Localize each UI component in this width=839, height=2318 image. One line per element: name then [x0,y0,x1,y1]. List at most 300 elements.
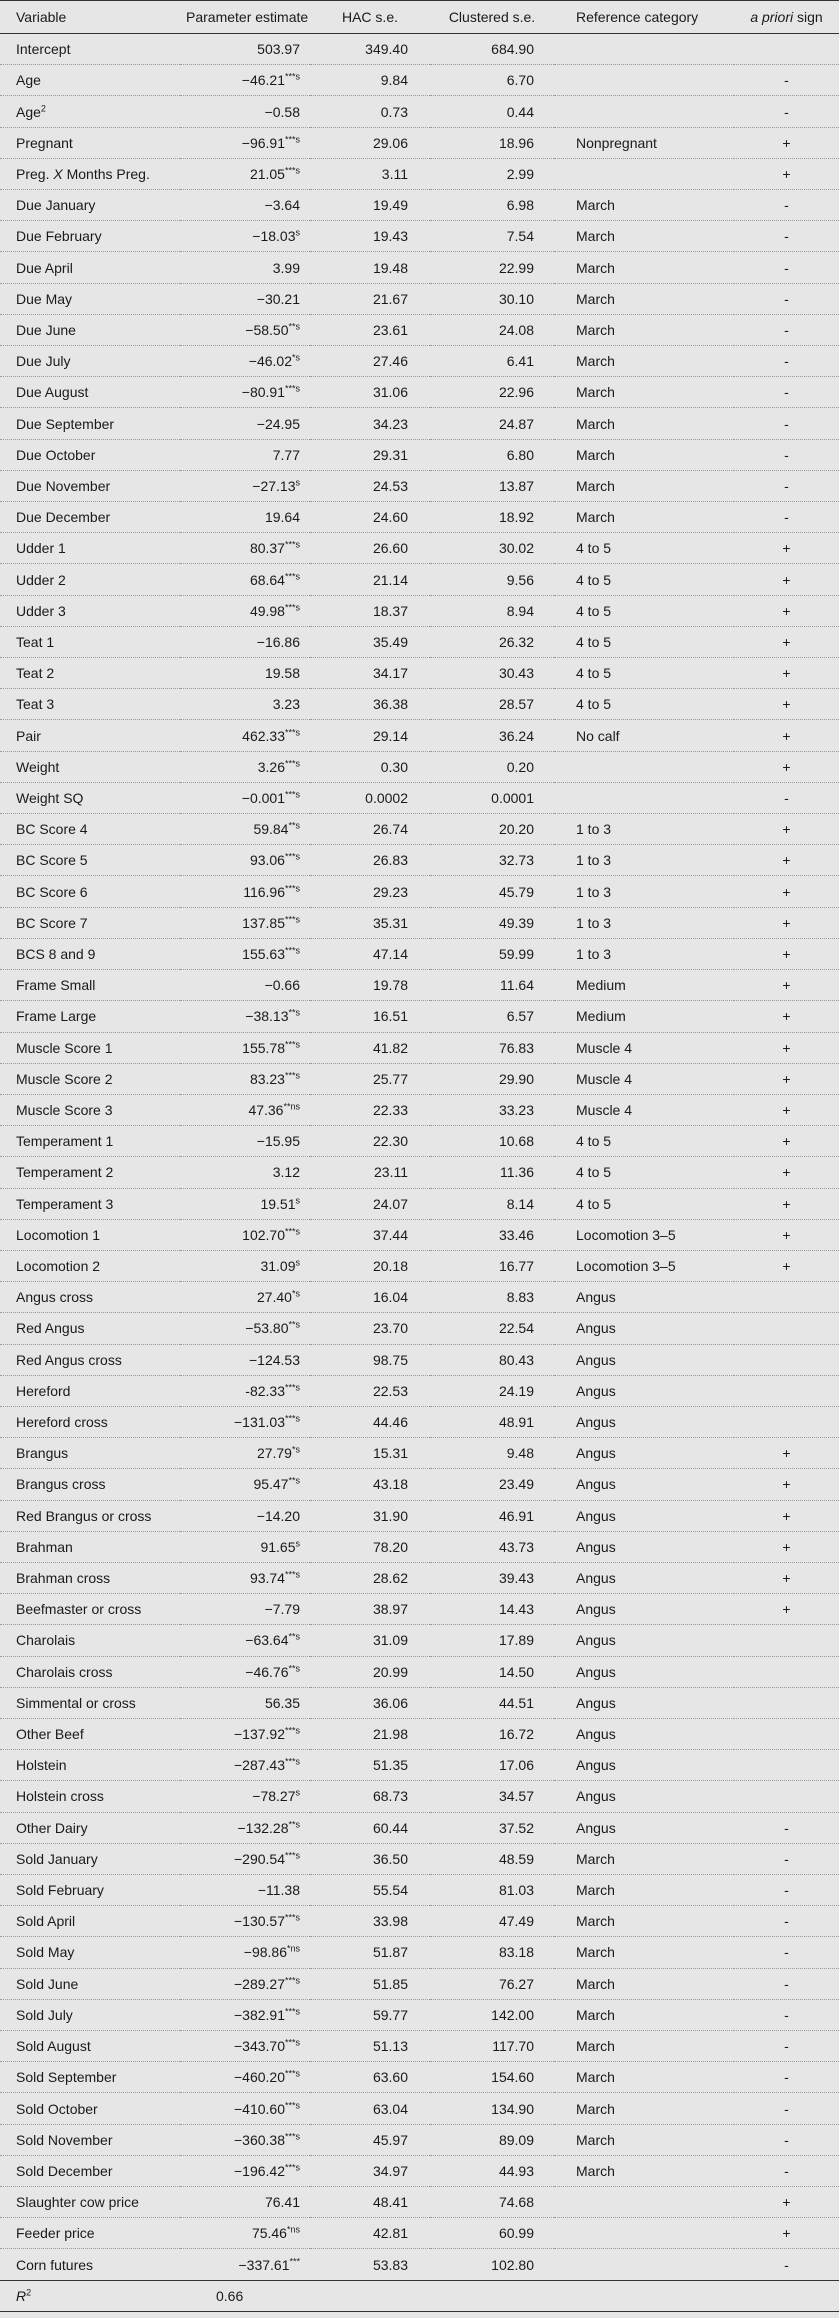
cell-clustered-se: 6.98 [430,190,554,221]
cell-a-priori-sign: + [734,2218,839,2249]
cell-estimate [180,1687,310,1718]
cell-estimate [180,221,310,252]
cell-hac-se: 24.07 [310,1188,430,1219]
cell-variable-text: Simmental or cross [16,1694,136,1711]
cell-clustered-se: 37.52 [430,1812,554,1843]
cell-estimate-significance: ***s [284,945,300,956]
cell-variable [0,1906,180,1937]
cell-a-priori-sign: - [734,439,839,470]
cell-estimate-value: 19.64 [264,509,300,526]
cell-hac-se: 47.14 [310,938,430,969]
empty-cell [734,2280,839,2311]
cell-variable-text: Other Beef [16,1726,84,1743]
cell-estimate-significance: ***s [284,1975,300,1986]
cell-variable [0,1438,180,1469]
cell-variable-text: Holstein cross [16,1788,104,1805]
cell-a-priori-sign [734,1625,839,1656]
cell-estimate-significance: ***s [284,71,300,82]
cell-variable-text: Teat 1 [16,633,55,650]
cell-variable-text: BC Score 7 [16,914,88,931]
empty-cell [554,2280,734,2311]
cell-estimate-value: 56.35 [264,1694,300,1711]
cell-hac-se: 16.04 [310,1282,430,1313]
cell-hac-se: 36.50 [310,1843,430,1874]
cell-estimate [180,1812,310,1843]
cell-hac-se: 0.0002 [310,782,430,813]
cell-reference-category: Angus [554,1750,734,1781]
cell-hac-se: 59.77 [310,1999,430,2030]
cell-hac-se: 78.20 [310,1531,430,1562]
cell-reference-category: March [554,314,734,345]
cell-estimate-value: 47.36 [248,1102,284,1118]
cell-estimate-significance: **s [288,1475,300,1486]
table-row [0,96,839,127]
cell-estimate-significance: *s [291,352,300,363]
cell-estimate-value: −0.001 [241,789,285,806]
cell-estimate [180,970,310,1001]
cell-variable-text: Due December [16,509,111,526]
cell-a-priori-sign: - [734,782,839,813]
cell-estimate-value: 503.97 [257,41,300,58]
cell-a-priori-sign [734,1406,839,1437]
table-row [0,1188,839,1219]
cell-variable-part: Preg. [16,165,54,182]
cell-variable [0,502,180,533]
cell-clustered-se: 47.49 [430,1906,554,1937]
cell-a-priori-sign: + [734,1126,839,1157]
cell-reference-category: Angus [554,1282,734,1313]
cell-variable-text: Hereford cross [16,1414,108,1431]
table-row [0,1126,839,1157]
cell-estimate [180,1063,310,1094]
cell-estimate-value: 137.85 [242,914,285,931]
cell-clustered-se: 6.41 [430,346,554,377]
cell-estimate [180,845,310,876]
cell-variable [0,34,180,65]
cell-a-priori-sign: - [734,283,839,314]
cell-a-priori-sign [734,1375,839,1406]
cell-reference-category: Angus [554,1375,734,1406]
cell-estimate-value: −382.91 [233,2006,285,2023]
cell-estimate-significance: ***s [284,2131,300,2142]
cell-a-priori-sign: + [734,1531,839,1562]
table-row [0,1718,839,1749]
cell-hac-se: 24.60 [310,502,430,533]
cell-estimate-value: -82.33 [245,1382,285,1399]
cell-clustered-se: 11.64 [430,970,554,1001]
cell-estimate-significance: ***s [284,1382,300,1393]
cell-estimate-value: 19.58 [264,665,300,682]
cell-hac-se: 26.74 [310,814,430,845]
cell-variable [0,1562,180,1593]
cell-reference-category: March [554,1999,734,2030]
cell-clustered-se: 10.68 [430,1126,554,1157]
cell-variable-part: Months Preg. [62,165,150,182]
cell-estimate [180,1500,310,1531]
cell-clustered-se: 22.54 [430,1313,554,1344]
cell-clustered-se: 59.99 [430,938,554,969]
table-row [0,314,839,345]
table-row [0,2155,839,2186]
cell-variable-text: Charolais [16,1632,76,1649]
cell-estimate-value: −24.95 [256,415,300,432]
cell-estimate-value: −58.50 [245,321,289,338]
cell-a-priori-sign: + [734,564,839,595]
cell-variable [0,1625,180,1656]
cell-reference-category [554,2249,734,2280]
cell-a-priori-sign: + [734,876,839,907]
cell-estimate-value: 21.05 [249,165,285,182]
cell-estimate [180,1157,310,1188]
cell-hac-se: 37.44 [310,1219,430,1250]
cell-estimate-significance: ***s [284,1569,300,1580]
cell-variable-text: Due January [16,197,96,214]
cell-estimate [180,564,310,595]
cell-a-priori-sign: - [734,1812,839,1843]
cell-hac-se: 21.98 [310,1718,430,1749]
cell-reference-category: March [554,2062,734,2093]
cell-estimate-significance: **s [288,1007,300,1018]
cell-variable [0,938,180,969]
cell-hac-se: 27.46 [310,346,430,377]
cell-reference-category: March [554,470,734,501]
table-row [0,1999,839,2030]
cell-a-priori-sign: + [734,970,839,1001]
cell-a-priori-sign: + [734,2187,839,2218]
cell-estimate-value: −16.86 [256,633,300,650]
cell-hac-se: 0.30 [310,751,430,782]
cell-estimate [180,502,310,533]
table-row [0,1781,839,1812]
cell-variable-text: Udder 1 [16,540,66,557]
cell-variable [0,970,180,1001]
cell-clustered-se: 76.27 [430,1968,554,1999]
cell-clustered-se: 23.49 [430,1469,554,1500]
cell-estimate-significance: **s [288,1319,300,1330]
cell-estimate-significance: *s [291,1444,300,1455]
cell-reference-category: 4 to 5 [554,1188,734,1219]
cell-clustered-se: 142.00 [430,1999,554,2030]
table-row [0,1531,839,1562]
cell-reference-category: Locomotion 3–5 [554,1219,734,1250]
cell-estimate [180,814,310,845]
cell-variable-text: Teat 2 [16,665,55,682]
cell-reference-category: Angus [554,1562,734,1593]
cell-hac-se: 3.11 [310,158,430,189]
cell-estimate [180,1968,310,1999]
cell-estimate-value: 27.40 [256,1289,292,1306]
cell-variable [0,1999,180,2030]
cell-variable [0,377,180,408]
cell-a-priori-sign: - [734,346,839,377]
cell-a-priori-sign [734,1750,839,1781]
cell-estimate [180,876,310,907]
cell-a-priori-sign: + [734,1250,839,1281]
cell-variable-text: Intercept [16,41,71,58]
cell-hac-se: 31.90 [310,1500,430,1531]
cell-a-priori-sign: + [734,845,839,876]
cell-reference-category: Muscle 4 [554,1032,734,1063]
cell-estimate-value: −30.21 [256,290,300,307]
table-row [0,1562,839,1593]
table-row [0,34,839,65]
cell-estimate-significance: ***s [284,1226,300,1237]
table-row [0,2031,839,2062]
table-row [0,1157,839,1188]
cell-estimate-value: −0.58 [264,103,300,120]
table-row [0,751,839,782]
cell-reference-category: 4 to 5 [554,1126,734,1157]
r-squared-label [0,2280,180,2311]
table-row [0,2218,839,2249]
table-row [0,720,839,751]
cell-hac-se: 29.14 [310,720,430,751]
cell-a-priori-sign: - [734,377,839,408]
cell-clustered-se: 18.92 [430,502,554,533]
cell-clustered-se: 17.89 [430,1625,554,1656]
cell-estimate [180,314,310,345]
cell-variable [0,2093,180,2124]
cell-hac-se: 63.04 [310,2093,430,2124]
cell-estimate-value: 27.79 [256,1445,292,1462]
cell-estimate-value: −27.13 [252,477,296,494]
header-variable: Variable [0,1,180,34]
cell-variable [0,2187,180,2218]
cell-variable [0,1157,180,1188]
cell-variable [0,845,180,876]
cell-clustered-se: 8.94 [430,595,554,626]
cell-clustered-se: 48.59 [430,1843,554,1874]
cell-estimate-significance: **s [288,1819,300,1830]
cell-estimate [180,689,310,720]
table-row [0,1656,839,1687]
cell-variable-text: Due September [16,415,115,432]
cell-estimate [180,1375,310,1406]
cell-variable [0,626,180,657]
cell-estimate-value: 80.37 [249,540,285,557]
cell-a-priori-sign: - [734,1999,839,2030]
cell-estimate-value: −131.03 [233,1414,285,1431]
cell-estimate-significance: s [295,1538,300,1549]
cell-hac-se: 9.84 [310,65,430,96]
cell-clustered-se: 89.09 [430,2124,554,2155]
cell-reference-category: March [554,346,734,377]
cell-variable-text: Sold May [16,1944,75,1961]
cell-variable-text: Red Angus cross [16,1351,122,1368]
cell-variable [0,65,180,96]
cell-reference-category: Angus [554,1531,734,1562]
cell-variable-text: Teat 3 [16,696,55,713]
table-row [0,876,839,907]
table-row [0,377,839,408]
cell-reference-category: Angus [554,1625,734,1656]
cell-clustered-se: 32.73 [430,845,554,876]
cell-variable-text: Sold August [16,2038,91,2055]
cell-variable [0,1344,180,1375]
table-row [0,845,839,876]
cell-estimate-significance: **s [288,820,300,831]
cell-estimate [180,346,310,377]
cell-variable-text: Locomotion 1 [16,1226,101,1243]
table-row [0,1968,839,1999]
cell-estimate-significance: s [295,1194,300,1205]
cell-clustered-se: 45.79 [430,876,554,907]
cell-hac-se: 16.51 [310,1001,430,1032]
table-row [0,782,839,813]
cell-clustered-se: 18.96 [430,127,554,158]
cell-variable-text: Frame Small [16,977,96,994]
cell-clustered-se: 0.20 [430,751,554,782]
r-squared-label-superscript: 2 [26,2287,32,2298]
cell-reference-category: March [554,2124,734,2155]
cell-hac-se: 0.73 [310,96,430,127]
cell-variable [0,1531,180,1562]
cell-estimate [180,1906,310,1937]
cell-variable-superscript: 2 [40,102,46,113]
cell-variable-text: Red Brangus or cross [16,1507,152,1524]
cell-variable [0,127,180,158]
table-row [0,439,839,470]
cell-reference-category: March [554,1874,734,1905]
table-row [0,221,839,252]
cell-variable [0,689,180,720]
cell-variable [0,876,180,907]
cell-a-priori-sign: - [734,1968,839,1999]
cell-reference-category: Angus [554,1656,734,1687]
cell-clustered-se: 81.03 [430,1874,554,1905]
cell-a-priori-sign: + [734,595,839,626]
table-row [0,408,839,439]
cell-estimate-value: −137.92 [233,1726,285,1743]
cell-estimate-value: −196.42 [233,2162,285,2179]
cell-hac-se: 25.77 [310,1063,430,1094]
cell-variable [0,2218,180,2249]
cell-estimate-value: 3.26 [257,758,285,775]
cell-estimate-value: −124.53 [249,1351,300,1368]
cell-a-priori-sign: - [734,221,839,252]
cell-estimate-value: −46.02 [248,353,292,370]
cell-variable-text: Other Dairy [16,1819,88,1836]
cell-a-priori-sign: - [734,502,839,533]
cell-estimate-value: −3.64 [264,197,300,214]
cell-reference-category: Angus [554,1313,734,1344]
cell-estimate-value: 49.98 [249,602,285,619]
cell-clustered-se: 8.14 [430,1188,554,1219]
cell-variable-text: Slaughter cow price [16,2194,139,2211]
cell-variable [0,751,180,782]
cell-estimate-significance: *ns [286,1943,300,1954]
cell-estimate [180,283,310,314]
cell-hac-se: 20.99 [310,1656,430,1687]
cell-variable [0,814,180,845]
cell-variable [0,1843,180,1874]
cell-hac-se: 19.49 [310,190,430,221]
cell-variable-text: Due June [16,321,76,338]
cell-clustered-se: 60.99 [430,2218,554,2249]
cell-estimate-significance: ***s [284,1413,300,1424]
table-row [0,689,839,720]
cell-clustered-se: 30.10 [430,283,554,314]
cell-estimate [180,1313,310,1344]
cell-a-priori-sign: - [734,65,839,96]
cell-clustered-se: 0.0001 [430,782,554,813]
cell-hac-se: 21.67 [310,283,430,314]
cell-clustered-se: 684.90 [430,34,554,65]
cell-estimate [180,1282,310,1313]
cell-clustered-se: 8.83 [430,1282,554,1313]
cell-estimate-value: −38.13 [245,1008,289,1025]
cell-a-priori-sign: + [734,1188,839,1219]
cell-reference-category [554,65,734,96]
cell-clustered-se: 36.24 [430,720,554,751]
cell-reference-category: March [554,408,734,439]
table-row [0,1063,839,1094]
header-a-priori-sign [734,1,839,34]
cell-a-priori-sign: - [734,470,839,501]
cell-clustered-se: 76.83 [430,1032,554,1063]
table-row [0,1750,839,1781]
cell-clustered-se: 134.90 [430,2093,554,2124]
cell-clustered-se: 9.48 [430,1438,554,1469]
cell-a-priori-sign [734,34,839,65]
cell-estimate-significance: *** [289,2255,300,2266]
cell-variable [0,283,180,314]
cell-reference-category [554,751,734,782]
table-row [0,2187,839,2218]
cell-estimate-value: −80.91 [241,384,285,401]
cell-a-priori-sign: - [734,1937,839,1968]
cell-variable [0,720,180,751]
cell-estimate-value: 75.46 [251,2225,287,2242]
cell-reference-category: Angus [554,1812,734,1843]
cell-a-priori-sign [734,1687,839,1718]
cell-variable [0,2249,180,2280]
r-squared-row [0,2280,839,2311]
cell-a-priori-sign: + [734,1094,839,1125]
cell-hac-se: 29.23 [310,876,430,907]
cell-estimate-value: −11.38 [257,1882,300,1899]
cell-clustered-se: 44.93 [430,2155,554,2186]
cell-estimate-significance: **s [288,1663,300,1673]
cell-estimate-significance: s [295,1257,300,1268]
cell-estimate-significance: ***s [284,882,300,893]
cell-a-priori-sign: + [734,127,839,158]
cell-variable-text: Brahman [16,1538,73,1555]
cell-clustered-se: 30.02 [430,533,554,564]
cell-reference-category: Muscle 4 [554,1094,734,1125]
cell-estimate-significance: ***s [284,914,300,925]
cell-variable [0,2155,180,2186]
cell-estimate [180,1032,310,1063]
cell-clustered-se: 49.39 [430,907,554,938]
cell-hac-se: 28.62 [310,1562,430,1593]
cell-variable-text: Due August [16,384,89,401]
cell-reference-category: 1 to 3 [554,907,734,938]
cell-estimate-value: 7.77 [272,446,300,463]
cell-a-priori-sign: + [734,751,839,782]
cell-estimate-value: −0.66 [264,977,300,994]
cell-variable [0,1001,180,1032]
cell-variable [0,1718,180,1749]
cell-hac-se: 31.09 [310,1625,430,1656]
cell-estimate [180,190,310,221]
cell-hac-se: 48.41 [310,2187,430,2218]
cell-variable [0,533,180,564]
cell-clustered-se: 30.43 [430,658,554,689]
cell-a-priori-sign: + [734,720,839,751]
cell-clustered-se: 16.77 [430,1250,554,1281]
cell-variable [0,1500,180,1531]
